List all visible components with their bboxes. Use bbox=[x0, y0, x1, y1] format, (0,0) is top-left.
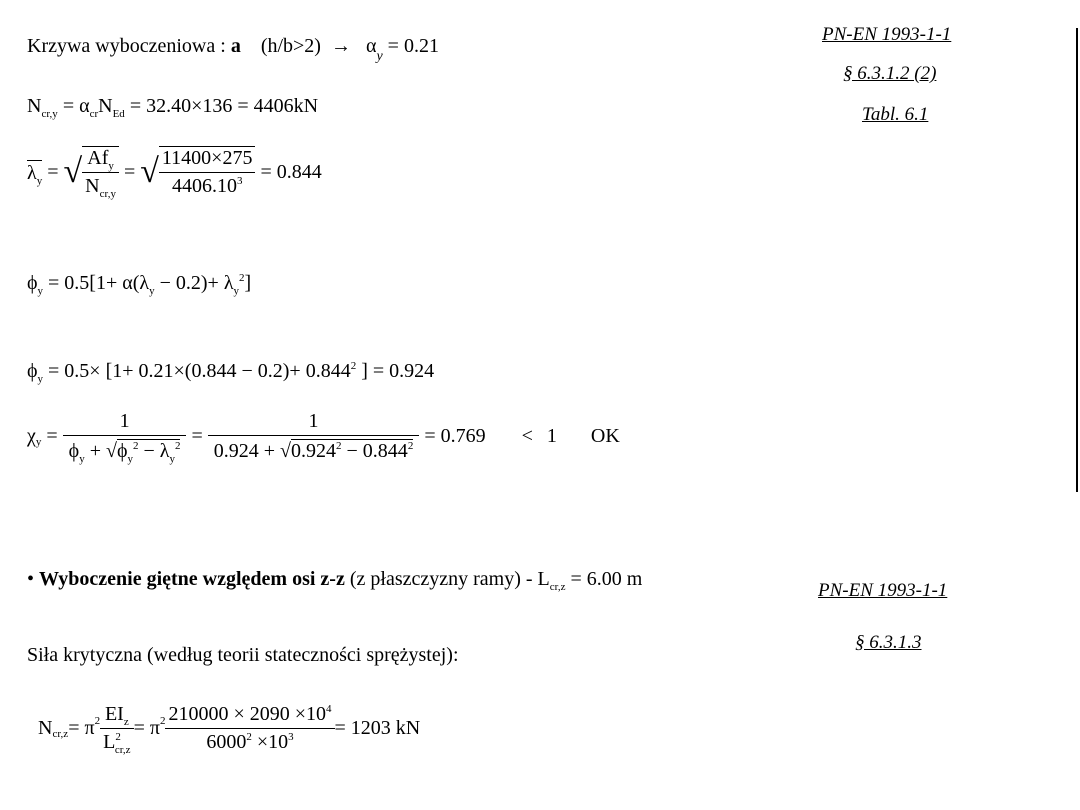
phi-formula-part1: = 0.5[1+ α(λ bbox=[43, 272, 150, 294]
l-sup: 2 bbox=[115, 731, 121, 743]
buckling-z-description: (z płaszczyzny ramy) - L bbox=[344, 568, 550, 590]
lambda-subscript: y bbox=[36, 174, 43, 187]
rad-numeric-b: − 0.844 bbox=[341, 440, 408, 462]
pi-symbol-2: = π bbox=[133, 717, 160, 739]
ncr-denominator-sup1: 2 bbox=[246, 731, 252, 743]
critical-force-caption: Siła krytyczna (według teorii stateczności sprężystej): bbox=[27, 644, 459, 666]
numeric-denominator: 4406.10 bbox=[171, 175, 237, 197]
sqrt-icon: √ bbox=[63, 153, 83, 190]
ncr-denominator-a: 6000 bbox=[206, 731, 247, 753]
sqrt-icon: √ bbox=[280, 440, 292, 462]
phi-formula-line bbox=[27, 272, 251, 295]
chi-symbolic-numerator: 1 bbox=[119, 410, 130, 432]
fraction-numerator: Af bbox=[87, 147, 109, 169]
phi-formula-sup2: 2 bbox=[239, 272, 245, 284]
lambda-bar-symbol: $\lambda_y$ bbox=[27, 161, 43, 187]
arrow-icon: → bbox=[330, 35, 351, 57]
rad-phi: ϕ bbox=[116, 440, 128, 462]
rad-phi-sup: 2 bbox=[133, 440, 139, 452]
phi-subscript: y bbox=[37, 373, 44, 385]
slenderness-fraction-symbolic bbox=[82, 146, 119, 198]
chi-line: χ y = $\frac{1}{\phi_y + √\phi_y^2 - \lambda_y^2}$ = $\frac{1}{0.924 + √0.924^2 - 0.844^2}$ = 0.769 < 1 OK bbox=[27, 410, 620, 465]
buckling-length-value: = 6.00 m bbox=[565, 568, 643, 590]
buckling-curve-line bbox=[27, 35, 439, 64]
slenderness-fraction-numeric bbox=[159, 146, 256, 198]
den-phi-sub: y bbox=[79, 453, 85, 465]
phi-symbol: ϕ bbox=[27, 272, 38, 294]
phi-numeric-line bbox=[27, 360, 434, 383]
ncr-fraction-numeric bbox=[165, 703, 334, 754]
chi-subscript: y bbox=[35, 435, 42, 448]
chi-symbol: χ bbox=[27, 425, 36, 447]
phi-formula-part3: ] bbox=[244, 272, 252, 294]
phi-numeric-sup: 2 bbox=[350, 360, 357, 372]
reference-standard-2: PN-EN 1993-1-1 bbox=[818, 580, 948, 601]
ncr-denominator-sup2: 3 bbox=[288, 731, 294, 743]
fraction-denominator: N bbox=[85, 175, 100, 197]
phi-numeric-result: ] = 0.924 bbox=[356, 360, 435, 382]
ok-status: OK bbox=[590, 425, 620, 447]
buckling-curve-value: a bbox=[230, 35, 241, 57]
phi-formula-sub1: y bbox=[149, 285, 155, 297]
chi-result: = 0.769 bbox=[424, 425, 486, 447]
buckling-curve-label: Krzywa wyboczeniowa : bbox=[27, 35, 231, 57]
pi-sup-2: 2 bbox=[159, 714, 166, 727]
n-symbol: N bbox=[38, 717, 53, 739]
rad-lambda: − λ bbox=[138, 440, 170, 462]
rad-numeric-sup2: 2 bbox=[407, 440, 414, 452]
fraction-denominator-sub: cr,y bbox=[99, 188, 116, 200]
slenderness-result: = 0.844 bbox=[260, 160, 322, 183]
rad-numeric-a: 0.924 bbox=[291, 440, 337, 462]
n-subscript: cr,z bbox=[52, 727, 69, 740]
den-numeric-a: 0.924 + bbox=[213, 440, 281, 462]
bullet-icon: • bbox=[27, 568, 40, 590]
rad-lambda-sup: 2 bbox=[174, 440, 181, 452]
slenderness-y-line: $\lambda_y$ = √ $\frac{Af_y}{N_{cr,y}}$ = √ $\frac{11400\times 275}{4406.10^3}$ = 0.844 bbox=[27, 147, 322, 200]
critical-force-y-value: = 32.40×136 = 4406kN bbox=[124, 95, 319, 117]
ncr-numerator-sup: 4 bbox=[326, 703, 332, 715]
fraction-numerator-sub: y bbox=[108, 160, 114, 172]
chi-limit: 1 bbox=[546, 425, 557, 447]
numeric-denominator-sup: 3 bbox=[236, 175, 243, 187]
pi-symbol: = π bbox=[68, 717, 95, 739]
reference-section-1: § 6.3.1.2 (2) bbox=[843, 63, 937, 84]
phi-subscript: y bbox=[37, 285, 44, 297]
ncr-numerator: 210000 × 2090 ×10 bbox=[168, 703, 327, 725]
l-sub: cr,z bbox=[114, 744, 131, 756]
phi-formula-part2: − 0.2)+ λ bbox=[154, 272, 234, 294]
alpha-symbol: α bbox=[365, 35, 377, 57]
less-than-symbol: < bbox=[521, 425, 533, 447]
ei-sub: z bbox=[123, 716, 129, 728]
chi-numeric-numerator: 1 bbox=[308, 410, 319, 432]
den-phi: ϕ bbox=[68, 440, 80, 462]
sqrt-icon: √ bbox=[140, 153, 159, 190]
margin-rule bbox=[1076, 28, 1078, 492]
alpha-cr-subscript: cr bbox=[89, 108, 99, 120]
sqrt-icon: √ bbox=[105, 440, 117, 462]
ei-symbol: EI bbox=[104, 703, 124, 725]
phi-symbol: ϕ bbox=[27, 360, 38, 382]
rad-lambda-sub: y bbox=[169, 453, 175, 465]
den-plus: + bbox=[84, 440, 106, 462]
critical-force-z-result: = 1203 kN bbox=[334, 717, 421, 739]
pi-sup: 2 bbox=[94, 714, 101, 727]
numeric-numerator: 11400×275 bbox=[161, 147, 253, 169]
alpha-cr-symbol: = α bbox=[57, 95, 90, 117]
alpha-subscript: y bbox=[376, 49, 383, 64]
chi-fraction-symbolic bbox=[63, 410, 187, 463]
buckling-z-title: Wyboczenie giętne względem osi z-z bbox=[39, 568, 345, 590]
buckling-condition: (h/b>2) bbox=[260, 35, 321, 57]
reference-table-1: Tabl. 6.1 bbox=[862, 104, 929, 125]
alpha-value: = 0.21 bbox=[387, 35, 439, 57]
rad-phi-sub: y bbox=[127, 453, 133, 465]
phi-numeric-part1: = 0.5× [1+ 0.21×(0.844 − 0.2)+ 0.844 bbox=[43, 360, 351, 382]
reference-standard-1: PN-EN 1993-1-1 bbox=[822, 24, 952, 45]
ned-subscript: Ed bbox=[112, 108, 125, 120]
l-symbol: L bbox=[103, 731, 116, 753]
length-subscript: cr,z bbox=[549, 581, 566, 593]
reference-section-2: § 6.3.1.3 bbox=[855, 632, 922, 653]
critical-force-z-line bbox=[38, 703, 420, 754]
rad-numeric-sup1: 2 bbox=[336, 440, 342, 452]
n-symbol: N bbox=[27, 95, 42, 117]
ned-symbol: N bbox=[98, 95, 113, 117]
ncr-denominator-b: ×10 bbox=[251, 731, 289, 753]
chi-fraction-numeric bbox=[208, 410, 420, 463]
ncr-fraction-symbolic bbox=[100, 703, 133, 754]
n-subscript: cr,y bbox=[41, 108, 58, 120]
critical-force-y-line bbox=[27, 95, 318, 118]
phi-formula-sub2: y bbox=[233, 285, 240, 297]
buckling-z-heading bbox=[27, 568, 642, 591]
